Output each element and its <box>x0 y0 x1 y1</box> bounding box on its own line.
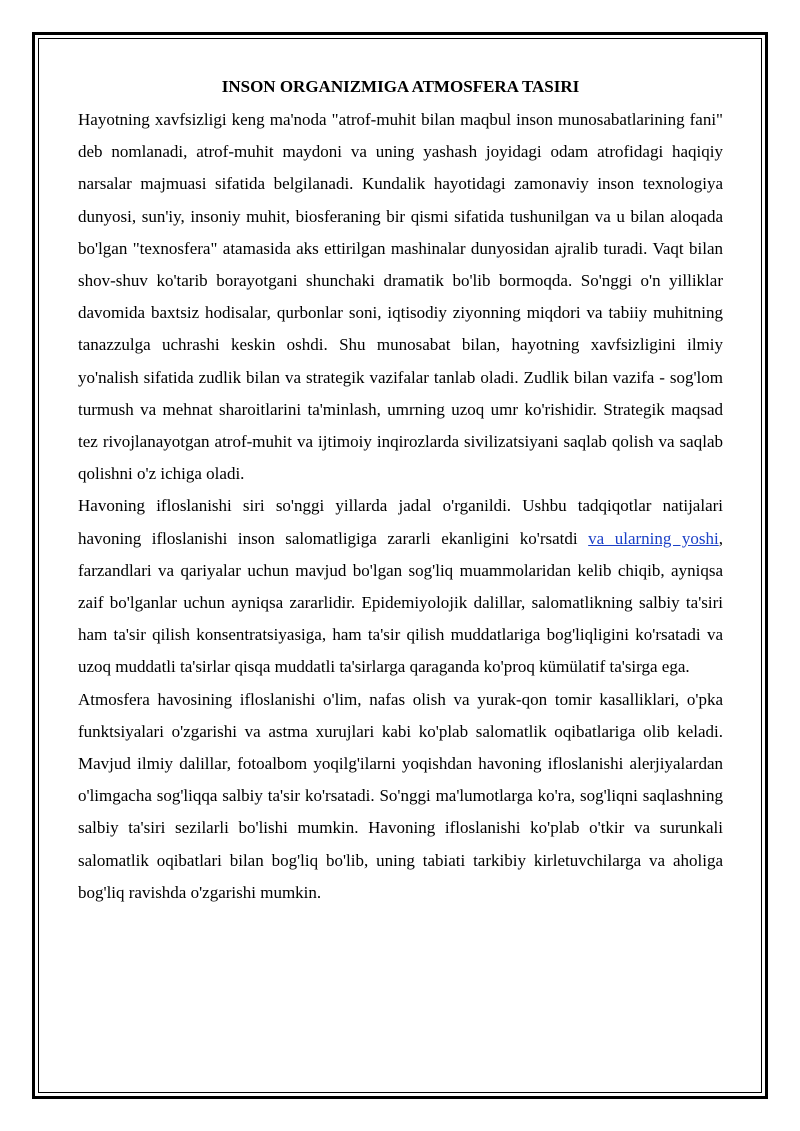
paragraph-2 <box>78 490 723 683</box>
document-title: INSON ORGANIZMIGA ATMOSFERA TASIRI <box>221 77 580 96</box>
paragraph-1: Hayotning xavfsizligi keng ma'noda "atrof-muhit bilan maqbul inson munosabatlarining fani" deb nomlanadi, atrof-muhit maydoni va uning yashash joyidagi odam atrofidagi haqiqiy narsalar majmuasi sifatida belgilanadi. Kundalik hayotidagi zamonaviy inson texnologiya dunyosi, sun'iy, insoniy muhit, biosferaning bir qismi sifatida tushunilgan va u bilan aloqada bo'lgan "texnosfera" atamasida aks ettirilgan mashinalar dunyosidan ajralib turadi. Vaqt bilan shov-shuv ko'tarib borayotgani shunchaki dramatik bo'lib bormoqda. So'nggi o'n yilliklar davomida baxtsiz hodisalar, qurbonlar soni, iqtisodiy ziyonning miqdori va tabiiy muhitning tanazzulga uchrashi keskin oshdi. Shu munosabat bilan, hayotning xavfsizligini ilmiy yo'nalish sifatida zudlik bilan va strategik vazifalar tanlab oladi. Zudlik bilan vazifa - sog'lom turmush va mehnat sharoitlarini ta'minlash, umrning uzoq umr ko'rishidir. Strategik maqsad tez rivojlanayotgan atrof-muhit va ijtimoiy inqirozlarda sivilizatsiyani saqlab qolish va saqlab qolishni o'z ichiga oladi. <box>78 110 723 484</box>
inline-link[interactable]: va ularning yoshi <box>588 528 719 548</box>
paragraph-3: Atmosfera havosining ifloslanishi o'lim, nafas olish va yurak-qon tomir kasalliklari, o'pka funktsiyalari o'zgarishi va astma xurujlari kabi ko'plab salomatlik oqibatlariga olib keladi. Mavjud ilmiy dalillar, fotoalbom yoqilg'ilarni yoqishdan havoning ifloslanishi alerjiyalardan o'limgacha sog'liqqa salbiy ta'sir ko'rsatadi. So'nggi ma'lumotlarga ko'ra, sog'liqni saqlashning salbiy ta'siri sezilarli bo'lishi mumkin. Havoning ifloslanishi ko'plab o'tkir va surunkali salomatlik oqibatlari bilan bog'liq bo'lib, uning tabiati tarkibiy kirletuvchilarga va aholiga bog'liq ravishda o'zgarishi mumkin. <box>78 689 723 902</box>
document-body <box>78 73 723 909</box>
paragraph-2-text-end: , farzandlari va qariyalar uchun mavjud bo'lgan sog'liq muammolaridan kelib chiqib, ayniqsa zaif bo'lganlar uchun ayniqsa zararlidir. Epidemiyolojik dalillar, salomatlikning salbiy ta'siri ham ta'sir qilish konsentratsiyasiga, ham ta'sir qilish muddatlariga bog'liqligini ko'rsatadi va uzoq muddatli ta'sirlar qisqa muddatli ta'sirlarga qaraganda ko'proq kümülatif ta'sirga ega. <box>78 528 723 677</box>
paragraph-2-text-start: Havoning ifloslanishi siri so'nggi yillarda jadal o'rganildi. Ushbu tadqiqotlar natijalari havoning ifloslanishi inson salomatligiga zararli ekanligini ko'rsatdi <box>78 496 723 548</box>
